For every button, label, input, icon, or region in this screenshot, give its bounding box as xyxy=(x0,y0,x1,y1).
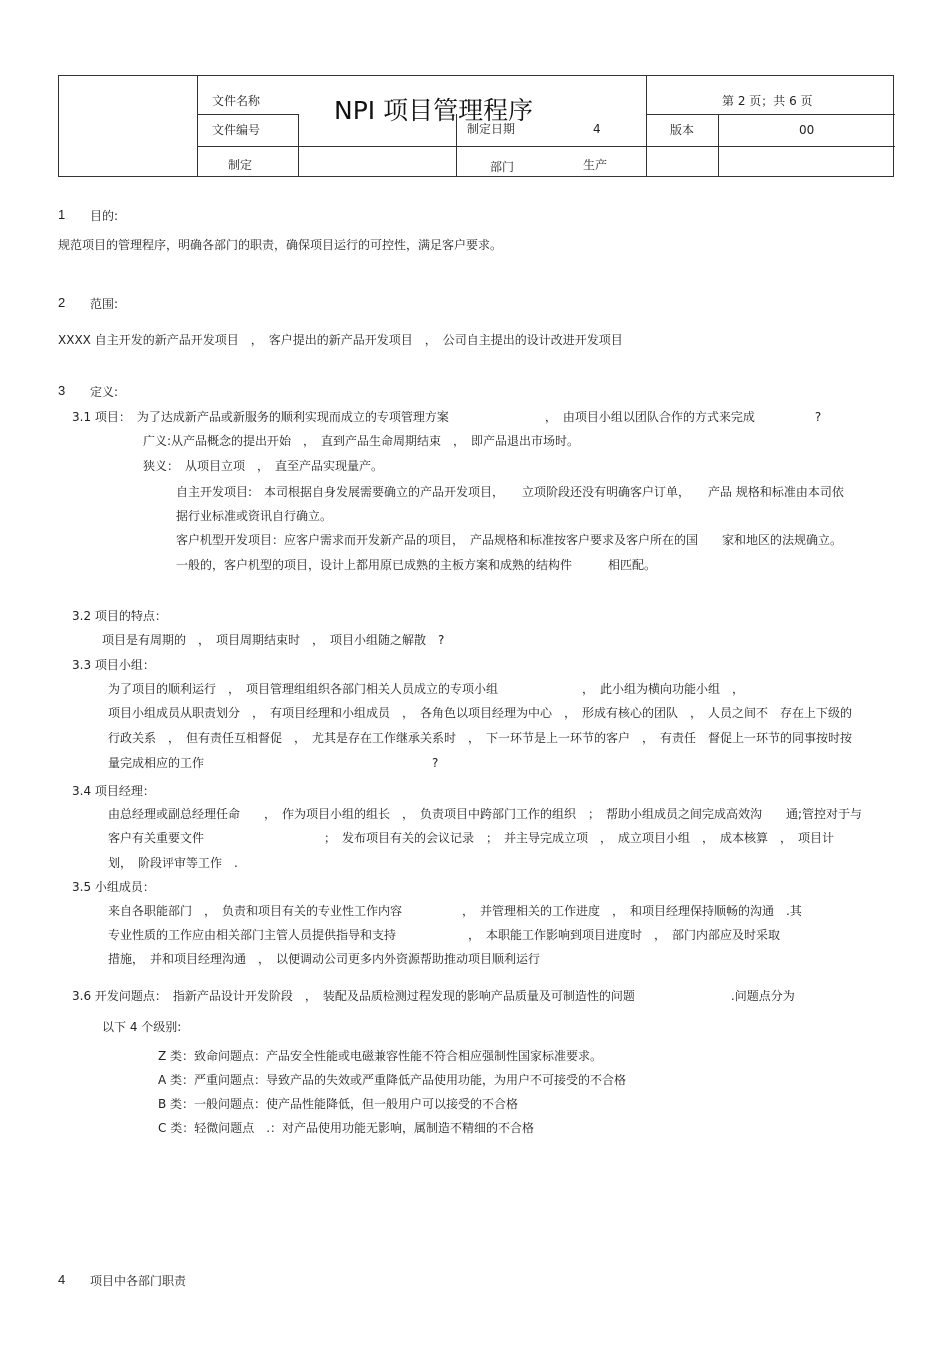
paragraph-line: 客户机型开发项目：应客户需求而开发新产品的项目， 产品规格和标准按客户要求及客户所在的国 家和地区的法规确立。 xyxy=(176,533,843,547)
table-divider xyxy=(197,114,298,115)
table-divider xyxy=(197,146,895,147)
paragraph-line: 以下 4 个级别: xyxy=(102,1020,182,1034)
paragraph-line: 客户有关重要文件 ； 发布项目有关的会议记录 ； 并主导完成立项 ， 成立项目小组 ， 成本核算 ， 项目计 xyxy=(108,831,835,845)
paragraph-line: 专业性质的工作应由相关部门主管人员提供指导和支持 ， 本职能工作影响到项目进度时 ， 部门内部应及时采取 xyxy=(108,928,781,942)
date-value: 4 xyxy=(593,122,601,136)
section-body: XXXX 自主开发的新产品开发项目 ， 客户提出的新产品开发项目 ， 公司自主提出的设计改进开发项目 xyxy=(58,333,623,347)
section-title: 目的: xyxy=(90,209,119,223)
section-title: 范围: xyxy=(90,297,119,311)
paragraph-line: 量完成相应的工作 ? xyxy=(108,756,439,770)
subsection-title: 3.5 小组成员： xyxy=(72,880,155,894)
paragraph-line: 来自各职能部门 ， 负责和项目有关的专业性工作内容 ， 并管理相关的工作进度 ， 和项目经理保持顺畅的沟通 .其 xyxy=(108,904,802,918)
section-number: 1 xyxy=(58,207,66,222)
version-label: 版本 xyxy=(670,123,695,137)
paragraph-line: 自主开发项目: 本司根据自身发展需要确立的产品开发项目， 立项阶段还没有明确客户订单， 产品 规格和标准由本司依 xyxy=(176,485,844,499)
list-item: C 类：轻微问题点 .：对产品使用功能无影响，属制造不精细的不合格 xyxy=(158,1121,535,1135)
list-item: B 类：一般问题点：使产品性能降低，但一般用户可以接受的不合格 xyxy=(158,1097,519,1111)
date-label: 制定日期 xyxy=(467,122,516,136)
file-name-label: 文件名称 xyxy=(212,94,261,108)
paragraph-line: 3.6 开发问题点： 指新产品设计开发阶段 ， 装配及品质检测过程发现的影响产品质量及可制造性的问题 .问题点分为 xyxy=(72,989,795,1003)
table-divider xyxy=(646,114,895,115)
table-divider xyxy=(718,114,719,176)
paragraph-line: 划， 阶段评审等工作 . xyxy=(108,856,238,870)
section-number: 3 xyxy=(58,383,66,398)
paragraph-line: 为了项目的顺利运行 ， 项目管理组组织各部门相关人员成立的专项小组 ， 此小组为横向功能小组 ， xyxy=(108,682,745,696)
table-divider xyxy=(298,114,299,176)
table-divider xyxy=(646,76,647,176)
paragraph-line: 3.1 项目： 为了达成新产品或新服务的顺利实现而成立的专项管理方案 ， 由项目小组以团队合作的方式来完成 ? xyxy=(72,410,822,424)
paragraph-line: 项目小组成员从职责划分 ， 有项目经理和小组成员 ， 各角色以项目经理为中心 ， 形成有核心的团队 ， 人员之间不 存在上下级的 xyxy=(108,706,853,720)
paragraph-line: 广义:从产品概念的提出开始 ， 直到产品生命周期结束 ， 即产品退出市场时。 xyxy=(143,434,580,448)
document-title: NPI 项目管理程序 xyxy=(334,96,534,125)
section-title: 定义: xyxy=(90,385,119,399)
subsection-title: 3.3 项目小组： xyxy=(72,658,155,672)
paragraph-line: 狭义： 从项目立项 ， 直至产品实现量产。 xyxy=(143,459,384,473)
paragraph-line: 行政关系 ， 但有责任互相督促 ， 尤其是存在工作继承关系时 ， 下一环节是上一环节的客户 ， 有责任 督促上一环节的同事按时按 xyxy=(108,731,853,745)
page-info: 第 2 页；共 6 页 xyxy=(722,94,813,108)
section-number: 4 xyxy=(58,1272,66,1287)
paragraph-line: 一般的，客户机型的项目，设计上都用原已成熟的主板方案和成熟的结构件 相匹配。 xyxy=(176,558,657,572)
paragraph-line: 由总经理或副总经理任命 ， 作为项目小组的组长 ， 负责项目中跨部门工作的组织 ； 帮助小组成员之间完成高效沟 通;管控对于与 xyxy=(108,807,863,821)
subsection-title: 3.2 项目的特点： xyxy=(72,609,167,623)
subsection-title: 3.4 项目经理： xyxy=(72,784,155,798)
file-no-label: 文件编号 xyxy=(212,123,261,137)
paragraph-line: 据行业标准或资讯自行确立。 xyxy=(176,509,333,523)
list-item: A 类：严重问题点：导致产品的失效或严重降低产品使用功能，为用户不可接受的不合格 xyxy=(158,1073,627,1087)
made-label: 制定 xyxy=(228,158,253,172)
paragraph-line: 措施， 并和项目经理沟通 ， 以便调动公司更多内外资源帮助推动项目顺利运行 xyxy=(108,952,541,966)
section-title: 项目中各部门职责 xyxy=(90,1274,187,1288)
dept-label: 部门 xyxy=(490,160,515,174)
list-item: Z 类：致命问题点：产品安全性能或电磁兼容性能不符合相应强制性国家标准要求。 xyxy=(158,1049,603,1063)
section-body: 规范项目的管理程序，明确各部门的职责，确保项目运行的可控性，满足客户要求。 xyxy=(58,238,503,252)
section-number: 2 xyxy=(58,295,66,310)
table-divider xyxy=(197,76,198,176)
paragraph-line: 项目是有周期的 ， 项目周期结束时 ， 项目小组随之解散 ? xyxy=(102,633,445,647)
version-value: 00 xyxy=(799,123,815,137)
dept-value: 生产 xyxy=(583,158,608,172)
